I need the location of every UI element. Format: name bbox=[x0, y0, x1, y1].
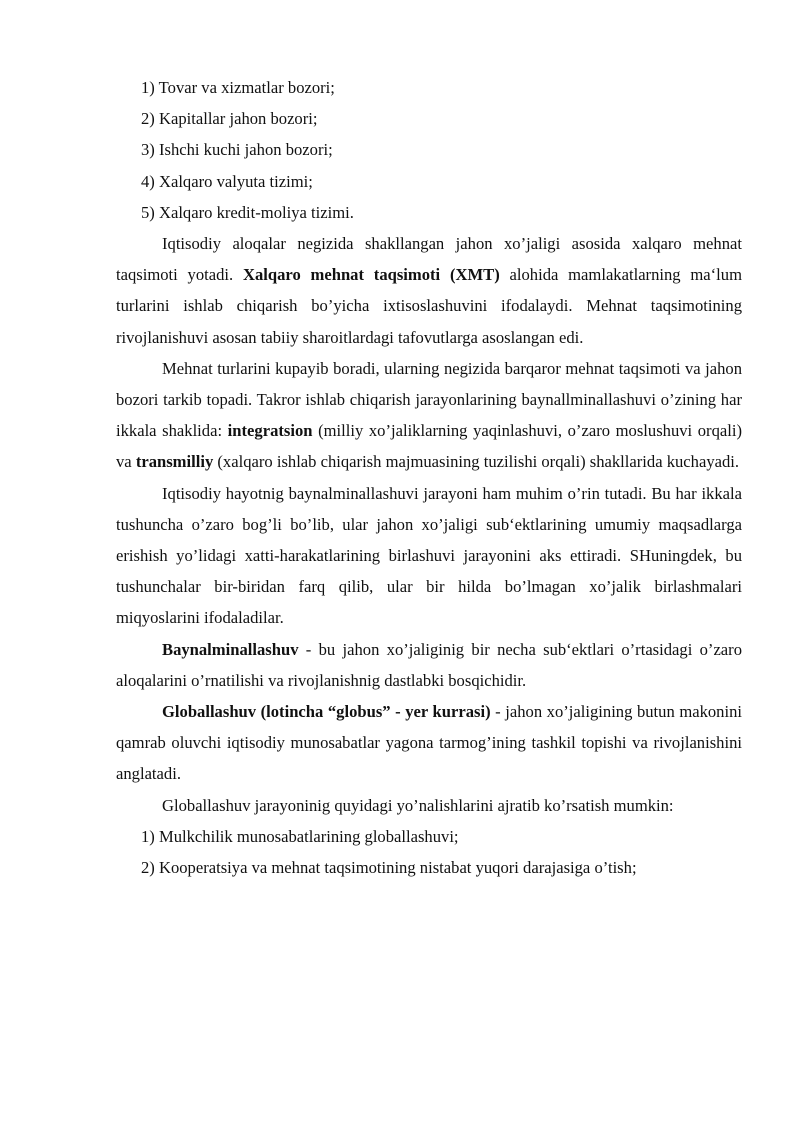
paragraph-text: Mehnat turlarini kupayib boradi, ularning negizida barqaror mehnat taqsimoti va jahon bozori tarkib topadi. Takror ishlab chiqarish jarayonlarining baynallminallashuvi o’zining har ikkala shaklida: bbox=[116, 358, 742, 441]
paragraph-text: Iqtisodiy aloqalar negizida shakllangan jahon xo’jaligi asosida xalqaro mehnat taqsimoti yotadi. bbox=[116, 234, 742, 285]
paragraph-text: - jahon xo’jaligining butun makonini qamrab oluvchi iqtisodiy munosabatlar yagona tarmog’ining tashkil topishi va rivojlanishini anglatadi. bbox=[116, 702, 742, 784]
document-body bbox=[116, 72, 742, 883]
paragraph-text: (milliy xo’jaliklarning yaqinlashuvi, o’zaro moslushuvi orqali) va bbox=[116, 421, 742, 472]
list-item-5: 5) Xalqaro kredit-moliya tizimi. bbox=[141, 202, 354, 222]
list-item-7: 2) Kooperatsiya va mehnat taqsimotining nistabat yuqori darajasiga o’tish; bbox=[141, 858, 637, 878]
paragraph-directions: Globallashuv jarayoninig quyidagi yo’nalishlarini ajratib ko’rsatish mumkin: bbox=[162, 795, 674, 815]
term-baynalminallashuv: Baynalminallashuv bbox=[162, 639, 299, 659]
paragraph-internationalization: Iqtisodiy hayotnig baynalminallashuvi jarayoni ham muhim o’rin tutadi. Bu har ikkala tushuncha o’zaro bog’li bo’lib, ular jahon xo’jaligi sub‘ektlarining umumiy maqsadlarga erishish yo’lidagi xatti-harakatlarining birlashuvi jarayonini aks ettiradi. SHuningdek, bu tushunchalar bir-biridan farq qilib, ular bir hilda bo’lmagan xo’jalik birlashmalari miqyoslarini ifodaladilar. bbox=[116, 483, 742, 628]
paragraph-baynalminallashuv bbox=[116, 634, 742, 696]
term-transmilliy: transmilliy bbox=[135, 452, 214, 472]
term-integratsion: integratsion bbox=[227, 421, 313, 441]
paragraph-globallashuv bbox=[116, 696, 742, 790]
term-globallashuv: Globallashuv (lotincha “globus” - yer kurrasi) bbox=[162, 702, 491, 722]
list-item-1: 1) Tovar va xizmatlar bozori; bbox=[141, 78, 335, 97]
list-item-4: 4) Xalqaro valyuta tizimi; bbox=[141, 171, 313, 191]
paragraph-labor-division bbox=[116, 353, 742, 478]
paragraph-xmt bbox=[116, 228, 742, 353]
paragraph-text: alohida mamlakatlarning ma‘lum turlarini ishlab chiqarish bo’yicha ixtisoslashuvini ifodalaydi. Mehnat taqsimotining rivojlanishuvi asosan tabiiy sharoitlardagi tafovutlarga asoslangan edi. bbox=[116, 265, 742, 347]
list-item-6: 1) Mulkchilik munosabatlarining globallashuvi; bbox=[141, 826, 459, 846]
paragraph-text: (xalqaro ishlab chiqarish majmuasining tuzilishi orqali) shakllarida kuchayadi. bbox=[213, 452, 740, 472]
list-item-3: 3) Ishchi kuchi jahon bozori; bbox=[141, 140, 333, 160]
paragraph-text: - bu jahon xo’jaliginig bir necha sub‘ektlari o’rtasidagi o’zaro aloqalarini o’rnatilishi va rivojlanishnig dastlabki bosqichidir. bbox=[116, 639, 742, 690]
list-item-2: 2) Kapitallar jahon bozori; bbox=[141, 109, 318, 129]
term-xmt: Xalqaro mehnat taqsimoti (XMT) bbox=[242, 265, 500, 285]
